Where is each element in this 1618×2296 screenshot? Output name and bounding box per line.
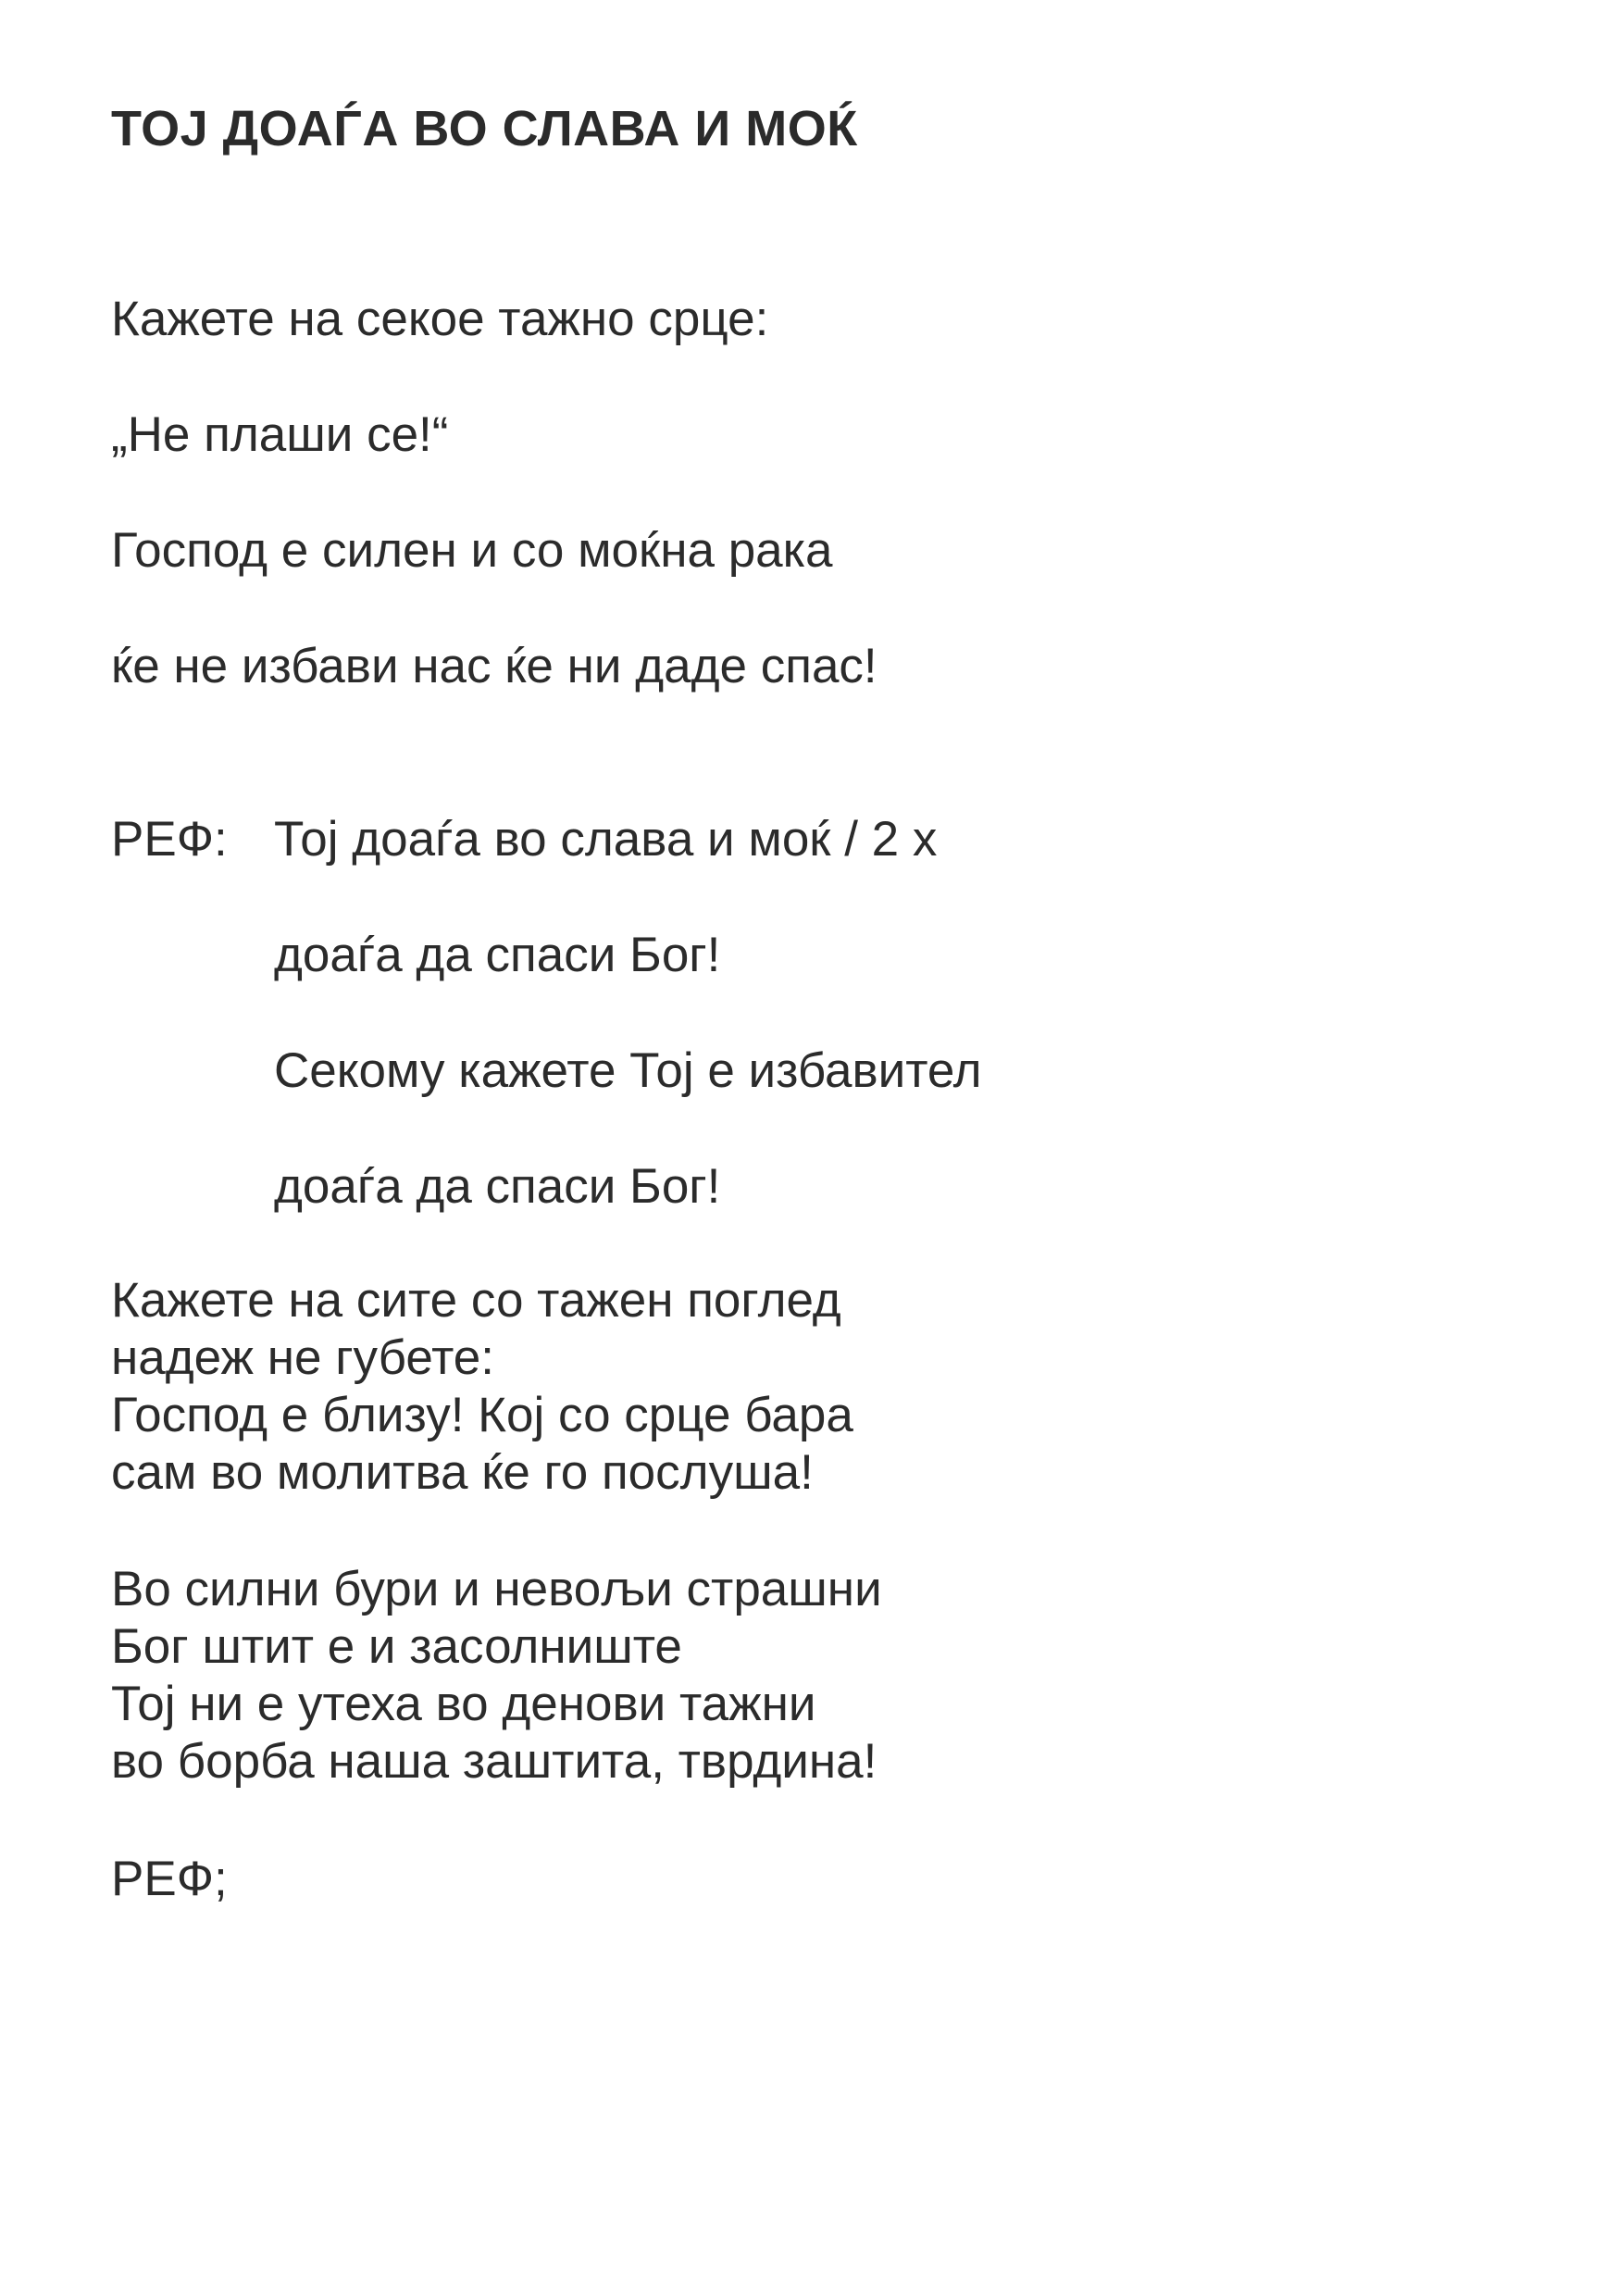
verse1-line-4: ќе не избави нас ќе ни даде спас! bbox=[111, 639, 877, 693]
verse1-line-1: Кажете на секое тажно срце: bbox=[111, 292, 769, 346]
refrain-line-2: доаѓа да спаси Бог! bbox=[274, 928, 721, 982]
verse2-line-3: Господ е близу! Кој со срце бара bbox=[111, 1388, 853, 1442]
refrain-line-4: доаѓа да спаси Бог! bbox=[274, 1159, 721, 1214]
verse3-line-2: Бог штит е и засолниште bbox=[111, 1619, 682, 1674]
refrain-repeat: РЕФ; bbox=[111, 1852, 228, 1906]
refrain-line-3: Секому кажете Тој е избавител bbox=[274, 1043, 982, 1098]
verse3-line-1: Во силни бури и невољи страшни bbox=[111, 1562, 882, 1616]
refrain-line-1: Тој доаѓа во слава и моќ / 2 х bbox=[274, 812, 938, 867]
verse2-line-1: Кажете на сите со тажен поглед bbox=[111, 1273, 841, 1328]
refrain-label: РЕФ: bbox=[111, 812, 228, 867]
verse2-line-4: сам во молитва ќе го послуша! bbox=[111, 1445, 814, 1500]
verse3-line-4: во борба наша заштита, тврдина! bbox=[111, 1734, 877, 1789]
verse1-line-3: Господ е силен и со моќна рака bbox=[111, 523, 833, 578]
verse3-line-3: Тој ни е утеха во денови тажни bbox=[111, 1677, 816, 1731]
verse1-line-2: „Не плаши се!“ bbox=[111, 407, 449, 462]
verse2-line-2: надеж не губете: bbox=[111, 1330, 494, 1385]
page-title: ТОЈ ДОАЃА ВО СЛАВА И МОЌ bbox=[111, 101, 858, 156]
